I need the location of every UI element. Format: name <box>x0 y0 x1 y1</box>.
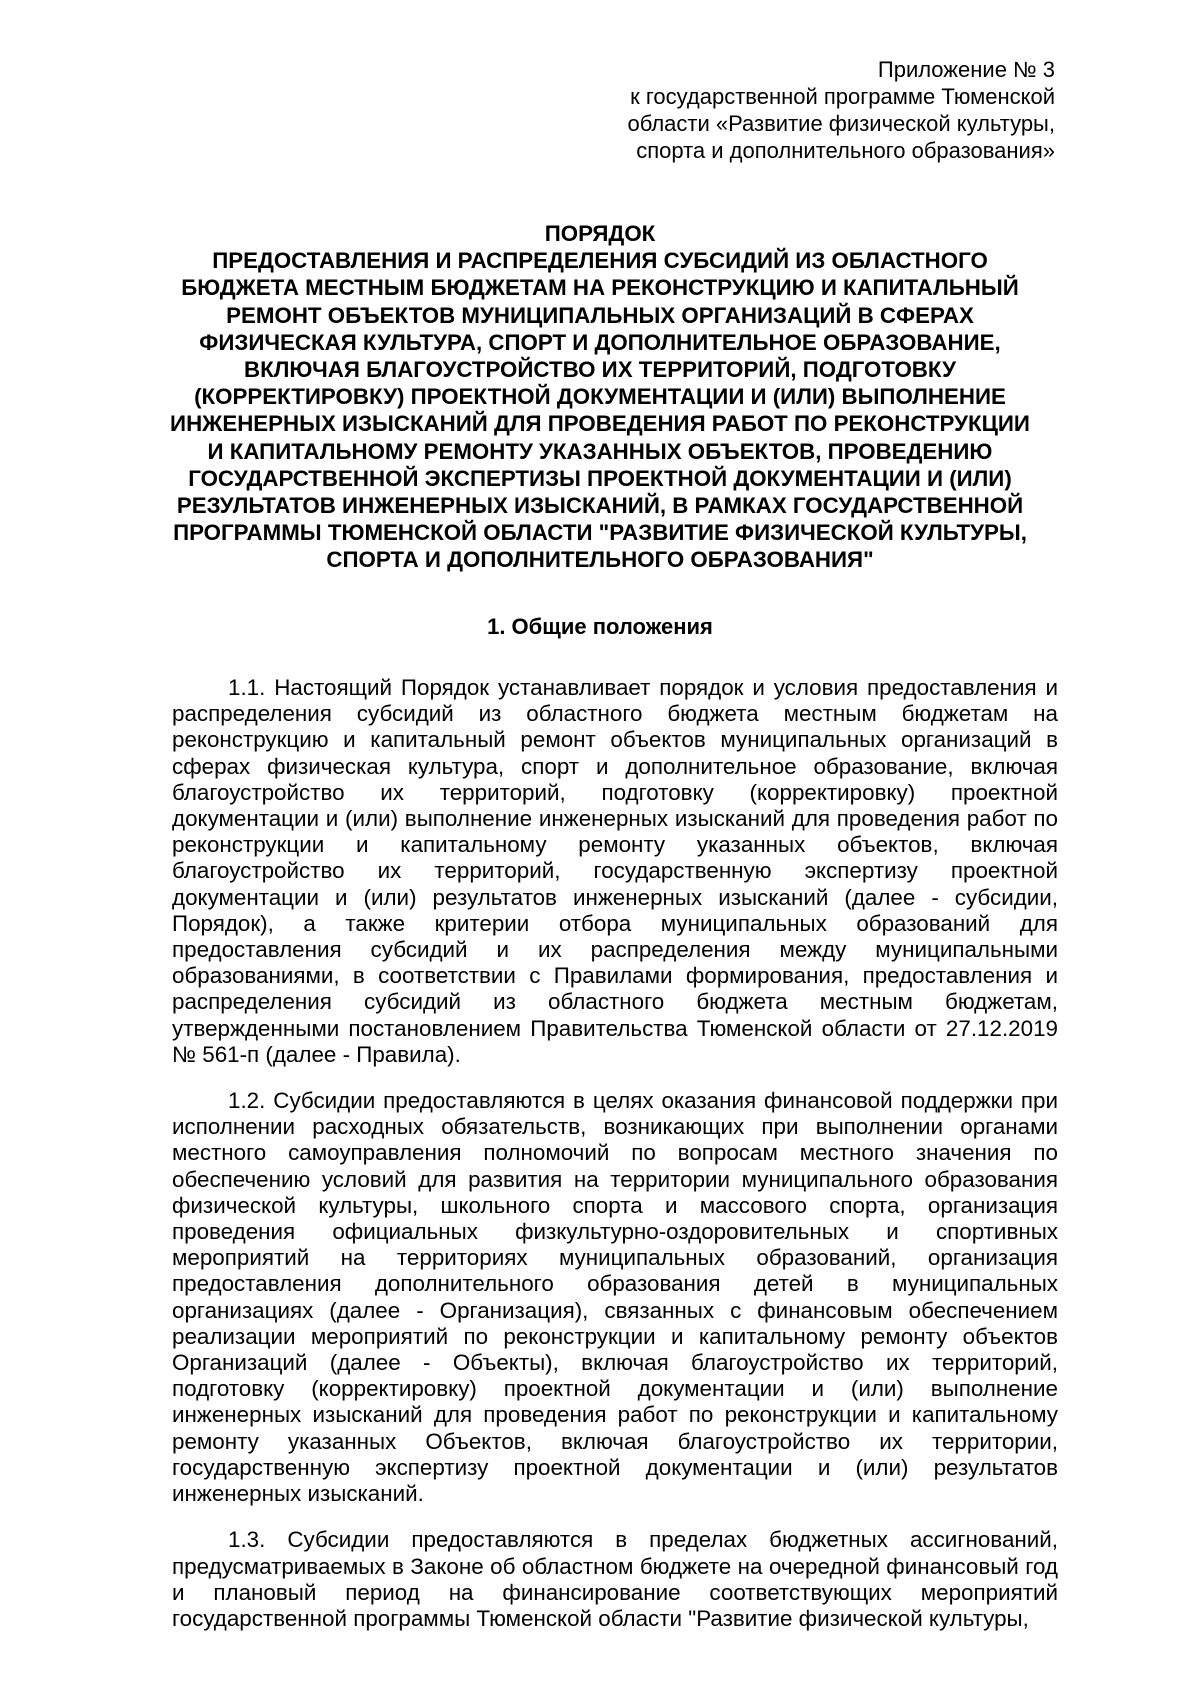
appendix-line: спорта и дополнительного образования» <box>636 138 1055 163</box>
title-line: РЕЗУЛЬТАТОВ ИНЖЕНЕРНЫХ ИЗЫСКАНИЙ, В РАМКАХ ГОСУДАРСТВЕННОЙ <box>176 493 1024 519</box>
title-line: ИНЖЕНЕРНЫХ ИЗЫСКАНИЙ ДЛЯ ПРОВЕДЕНИЯ РАБОТ ПО РЕКОНСТРУКЦИИ <box>170 411 1030 437</box>
title-line: (КОРРЕКТИРОВКУ) ПРОЕКТНОЙ ДОКУМЕНТАЦИИ И (ИЛИ) ВЫПОЛНЕНИЕ <box>194 384 1006 410</box>
title-line: ВКЛЮЧАЯ БЛАГОУСТРОЙСТВО ИХ ТЕРРИТОРИЙ, ПОДГОТОВКУ <box>244 357 956 383</box>
appendix-note <box>535 56 1055 164</box>
document-body <box>172 675 1058 1652</box>
paragraph-1-1: 1.1. Настоящий Порядок устанавливает порядок и условия предоставления и распределения субсидий из областного бюджета местным бюджетам на реконструкцию и капитальный ремонт объектов муниципальных организаций в сферах физическая культура, спорт и дополнительное образование, включая благоустройство их территорий, подготовку (корректировку) проектной документации и (или) выполнение инженерных изысканий для проведения работ по реконструкции и капитальному ремонту указанных объектов, включая благоустройство их территорий, государственную экспертизу проектной документации и (или) результатов инженерных изысканий (далее - субсидии, Порядок), а также критерии отбора муниципальных образований для предоставления субсидий и их распределения между муниципальными образованиями, в соответствии с Правилами формирования, предоставления и распределения субсидий из областного бюджета местным бюджетам, утвержденными постановлением Правительства Тюменской области от 27.12.2019 № 561-п (далее - Правила). <box>172 675 1058 1067</box>
appendix-line: к государственной программе Тюменской <box>630 84 1055 109</box>
title-line: И КАПИТАЛЬНОМУ РЕМОНТУ УКАЗАННЫХ ОБЪЕКТОВ, ПРОВЕДЕНИЮ <box>207 438 993 464</box>
paragraph-1-2: 1.2. Субсидии предоставляются в целях оказания финансовой поддержки при исполнении расходных обязательств, возникающих при выполнении органами местного самоуправления полномочий по вопросам местного значения по обеспечению условий для развития на территории муниципального образования физической культуры, школьного спорта и массового спорта, организация проведения официальных физкультурно-оздоровительных и спортивных мероприятий на территориях муниципальных образований, организация предоставления дополнительного образования детей в муниципальных организациях (далее - Организация), связанных с финансовым обеспечением реализации мероприятий по реконструкции и капитальному ремонту объектов Организаций (далее - Объекты), включая благоустройство их территорий, подготовку (корректировку) проектной документации и (или) выполнение инженерных изысканий для проведения работ по реконструкции и капитальному ремонту указанных Объектов, включая благоустройство их территории, государственную экспертизу проектной документации и (или) результатов инженерных изысканий. <box>172 1088 1058 1507</box>
document-title <box>160 220 1040 574</box>
title-line: РЕМОНТ ОБЪЕКТОВ МУНИЦИПАЛЬНЫХ ОРГАНИЗАЦИЙ В СФЕРАХ <box>226 302 974 328</box>
appendix-line: области «Развитие физической культуры, <box>627 111 1055 136</box>
paragraph-1-3: 1.3. Субсидии предоставляются в пределах бюджетных ассигнований, предусматриваемых в Законе об областном бюджете на очередной финансовый год и плановый период на финансирование соответствующих мероприятий государственной программы Тюменской области "Развитие физической культуры, <box>172 1527 1058 1631</box>
title-line: ФИЗИЧЕСКАЯ КУЛЬТУРА, СПОРТ И ДОПОЛНИТЕЛЬНОЕ ОБРАЗОВАНИЕ, <box>199 329 1001 355</box>
title-line: СПОРТА И ДОПОЛНИТЕЛЬНОГО ОБРАЗОВАНИЯ" <box>326 547 874 573</box>
title-line: ПРЕДОСТАВЛЕНИЯ И РАСПРЕДЕЛЕНИЯ СУБСИДИЙ ИЗ ОБЛАСТНОГО <box>212 248 988 274</box>
appendix-line: Приложение № 3 <box>877 57 1055 82</box>
title-line: ГОСУДАРСТВЕННОЙ ЭКСПЕРТИЗЫ ПРОЕКТНОЙ ДОКУМЕНТАЦИИ И (ИЛИ) <box>188 465 1012 491</box>
title-line: БЮДЖЕТА МЕСТНЫМ БЮДЖЕТАМ НА РЕКОНСТРУКЦИЮ И КАПИТАЛЬНЫЙ <box>181 275 1019 301</box>
title-line: ПОРЯДОК <box>544 221 656 246</box>
title-line: ПРОГРАММЫ ТЮМЕНСКОЙ ОБЛАСТИ "РАЗВИТИЕ ФИЗИЧЕСКОЙ КУЛЬТУРЫ, <box>173 520 1027 546</box>
section-heading: 1. Общие положения <box>487 614 713 639</box>
